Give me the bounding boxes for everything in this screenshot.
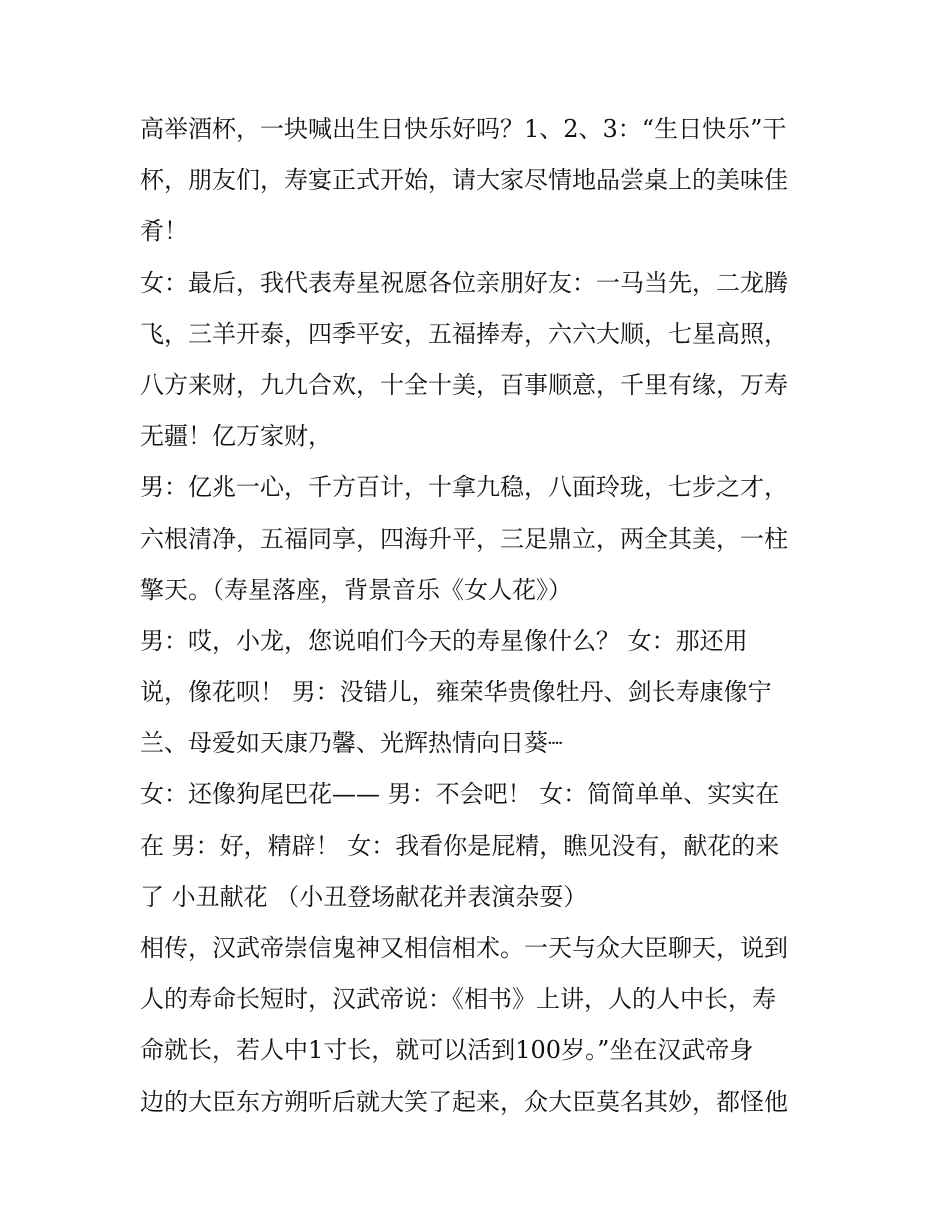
text-line: 说，像花呗！ 男：没错儿，雍荣华贵像牡丹、剑长寿康像宁 xyxy=(140,678,772,707)
text-line: 男：亿兆一心，千方百计，十拿九稳，八面玲珑，七步之才， xyxy=(140,473,788,502)
text-line: 男：哎，小龙，您说咱们今天的寿星像什么？ 女：那还用 xyxy=(140,626,748,655)
text-line: 肴！ xyxy=(140,217,188,246)
text-line: 边的大臣东方朔听后就大笑了起来，众大臣莫名其妙，都怪他 xyxy=(140,1087,788,1116)
text-line: 八方来财，九九合欢，十全十美，百事顺意，千里有缘，万寿 xyxy=(140,370,788,399)
text-line: 女：最后，我代表寿星祝愿各位亲朋好友：一马当先，二龙腾 xyxy=(140,268,788,297)
text-line: 六根清净，五福同享，四海升平，三足鼎立，两全其美，一柱 xyxy=(140,524,788,553)
text-line: 擎天。（寿星落座，背景音乐《女人花》） xyxy=(140,575,572,604)
text-line: 高举酒杯，一块喊出生日快乐好吗？1、2、3：“生日快乐”干 xyxy=(140,115,787,143)
text-line: 相传，汉武帝崇信鬼神又相信相术。一天与众大臣聊天，说到 xyxy=(140,934,788,962)
text-line: 女：还像狗尾巴花—— 男：不会吧！ 女：简简单单、实实在 xyxy=(140,780,780,809)
text-line: 兰、母爱如天康乃馨、光辉热情向日葵┈ xyxy=(140,729,563,758)
text-line: 杯，朋友们，寿宴正式开始，请大家尽情地品尝桌上的美味佳 xyxy=(140,166,788,195)
text-line: 飞，三羊开泰，四季平安，五福捧寿，六六大顺，七星高照， xyxy=(140,319,788,348)
text-line: 无疆！亿万家财， xyxy=(140,422,332,451)
text-line: 了 小丑献花 （小丑登场献花并表演杂耍） xyxy=(140,882,588,911)
document-body xyxy=(140,104,820,1128)
text-line: 人的寿命长短时，汉武帝说：《相书》上讲，人的人中长，寿 xyxy=(140,985,776,1014)
text-line: 在 男：好，精辟！ 女：我看你是屁精，瞧见没有，献花的来 xyxy=(140,831,780,860)
text-line: 命就长，若人中1寸长，就可以活到100岁。”坐在汉武帝身 xyxy=(140,1036,754,1065)
